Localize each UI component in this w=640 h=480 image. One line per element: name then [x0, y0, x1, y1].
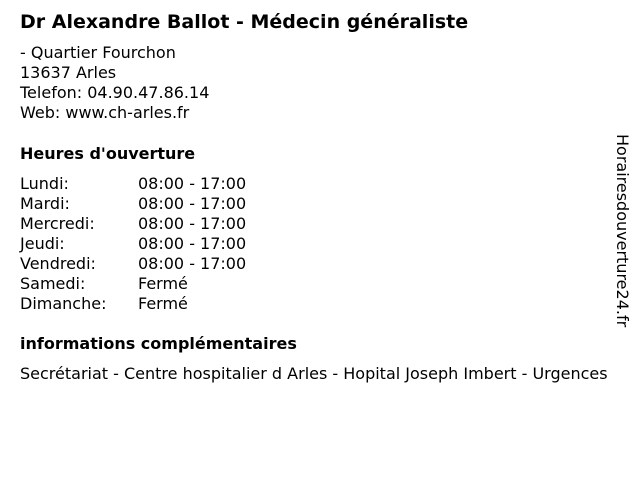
hours-row-dimanche — [20, 294, 320, 314]
hours-value: 08:00 - 17:00 — [138, 194, 247, 213]
watermark-text: Horairesdouverture24.fr — [613, 134, 632, 328]
day-label: Lundi: — [20, 174, 69, 193]
street-address: - Quartier Fourchon — [20, 43, 176, 62]
hours-value: Fermé — [138, 274, 188, 293]
hours-list — [20, 174, 320, 314]
city: 13637 Arles — [20, 63, 117, 82]
address-block — [20, 43, 209, 123]
hours-row-samedi — [20, 274, 320, 294]
hours-value: 08:00 - 17:00 — [138, 214, 247, 233]
info-heading: informations complémentaires — [20, 334, 297, 353]
watermark — [612, 134, 632, 344]
hours-row-mardi — [20, 194, 320, 214]
phone-number: Telefon: 04.90.47.86.14 — [20, 83, 210, 102]
website: Web: www.ch-arles.fr — [20, 103, 190, 122]
hours-value: 08:00 - 17:00 — [138, 174, 247, 193]
hours-value: 08:00 - 17:00 — [138, 234, 247, 253]
hours-value: 08:00 - 17:00 — [138, 254, 247, 273]
day-label: Dimanche: — [20, 294, 107, 313]
day-label: Samedi: — [20, 274, 86, 293]
day-label: Jeudi: — [20, 234, 65, 253]
day-label: Mardi: — [20, 194, 70, 213]
hours-value: Fermé — [138, 294, 188, 313]
info-text: Secrétariat - Centre hospitalier d Arles - Hopital Joseph Imbert - Urgences — [20, 364, 608, 383]
hours-row-jeudi — [20, 234, 320, 254]
hours-row-lundi — [20, 174, 320, 194]
hours-row-mercredi — [20, 214, 320, 234]
page-title: Dr Alexandre Ballot - Médecin généraliste — [20, 11, 469, 33]
hours-row-vendredi — [20, 254, 320, 274]
hours-heading: Heures d'ouverture — [20, 144, 196, 163]
day-label: Vendredi: — [20, 254, 96, 273]
day-label: Mercredi: — [20, 214, 95, 233]
